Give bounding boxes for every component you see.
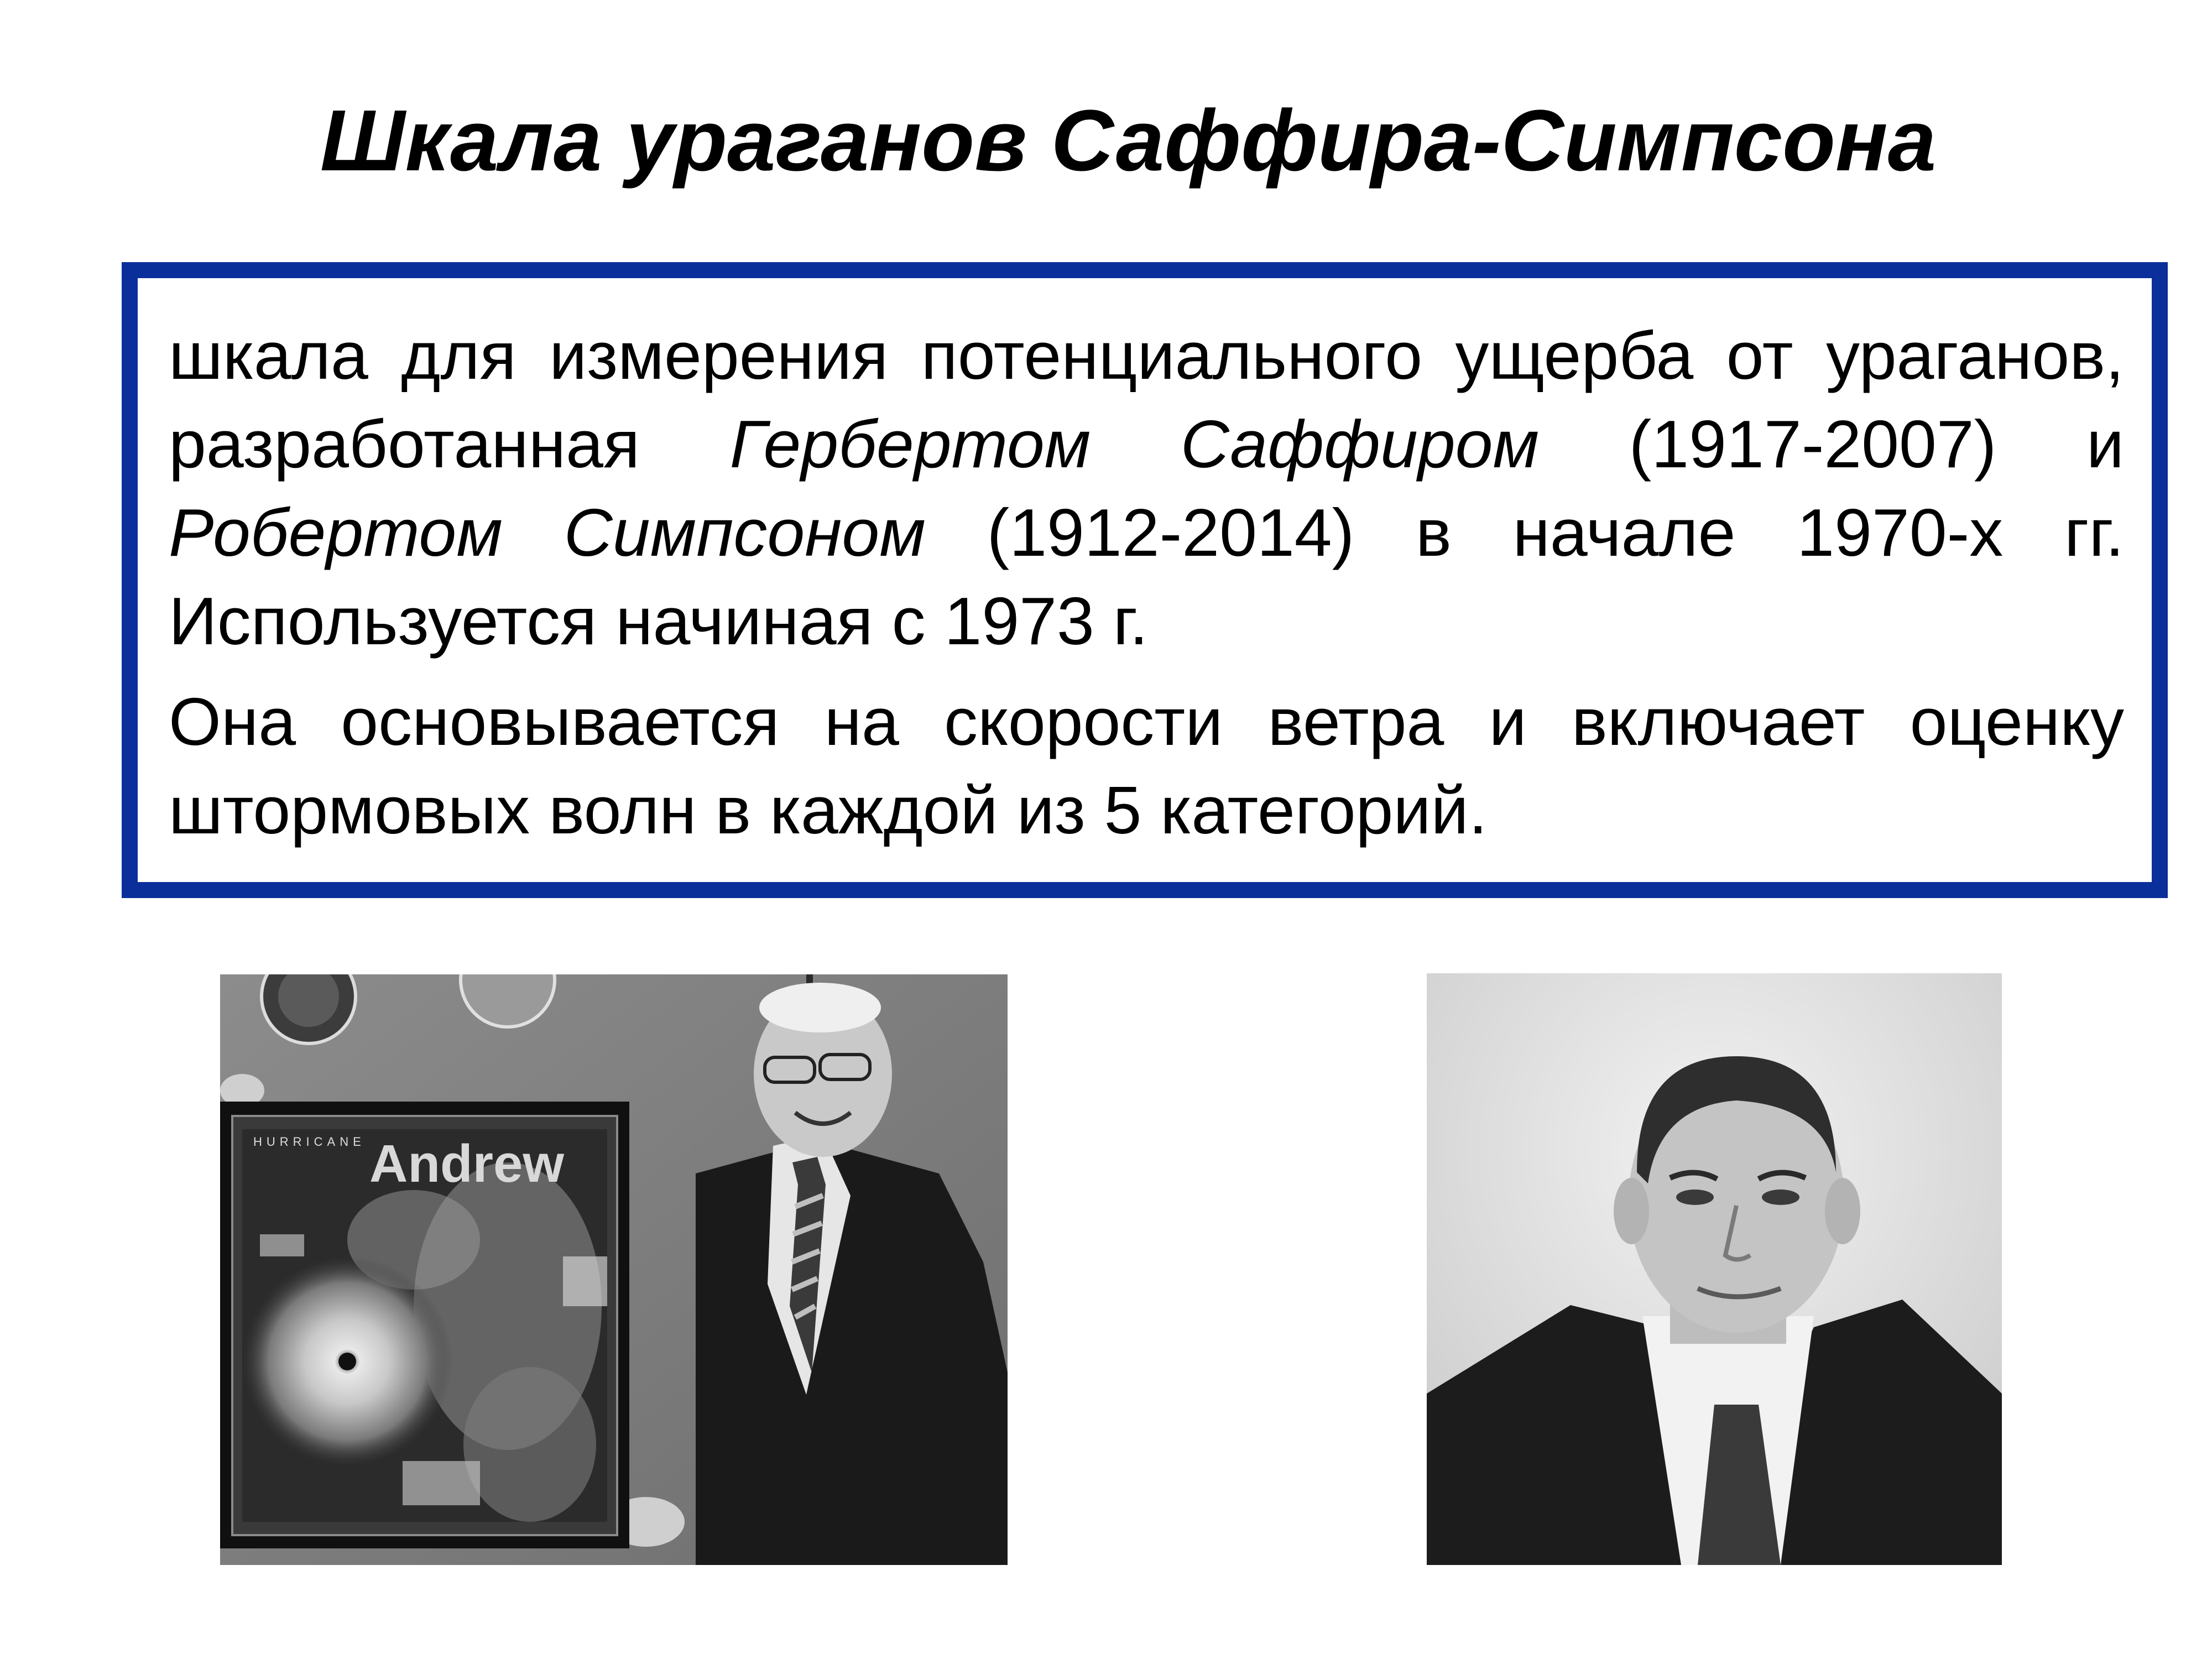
definition-paragraph-1 [169,311,2124,665]
definition-text: (1912-2014) в начале 1970-х гг. Используется начиная с 1973 г. [169,495,2124,659]
ear [1614,1178,1649,1244]
saffir-name: Гербертом Саффиром [729,406,1540,482]
saffir-photo [220,974,1008,1565]
simpson-photo [1427,973,2002,1565]
definition-text: (1917-2007) и [1539,406,2124,482]
hair [759,983,881,1032]
ear [1825,1178,1860,1244]
frame-title: Andrew [369,1134,565,1193]
frame-caption: HURRICANE [253,1135,366,1149]
definition-paragraph-2: Она основывается на скорости ветра и включает оценку штормовых волн в каждой из 5 категорий. [169,684,2124,848]
definition-text: шкала для измерения потенциального ущерба от ураганов, разработанная [169,318,2124,482]
simpson-name: Робертом Симпсоном [169,495,926,570]
cloud-band [463,1367,596,1522]
definition-box [122,262,2168,898]
frame-panel [563,1256,607,1306]
hurricane-eye [338,1353,356,1370]
frame-panel [403,1461,480,1505]
eye [1762,1190,1799,1205]
eye [1676,1190,1714,1205]
frame-panel [260,1234,304,1256]
slide-title: Шкала ураганов Саффира-Симпсона [320,92,1937,189]
